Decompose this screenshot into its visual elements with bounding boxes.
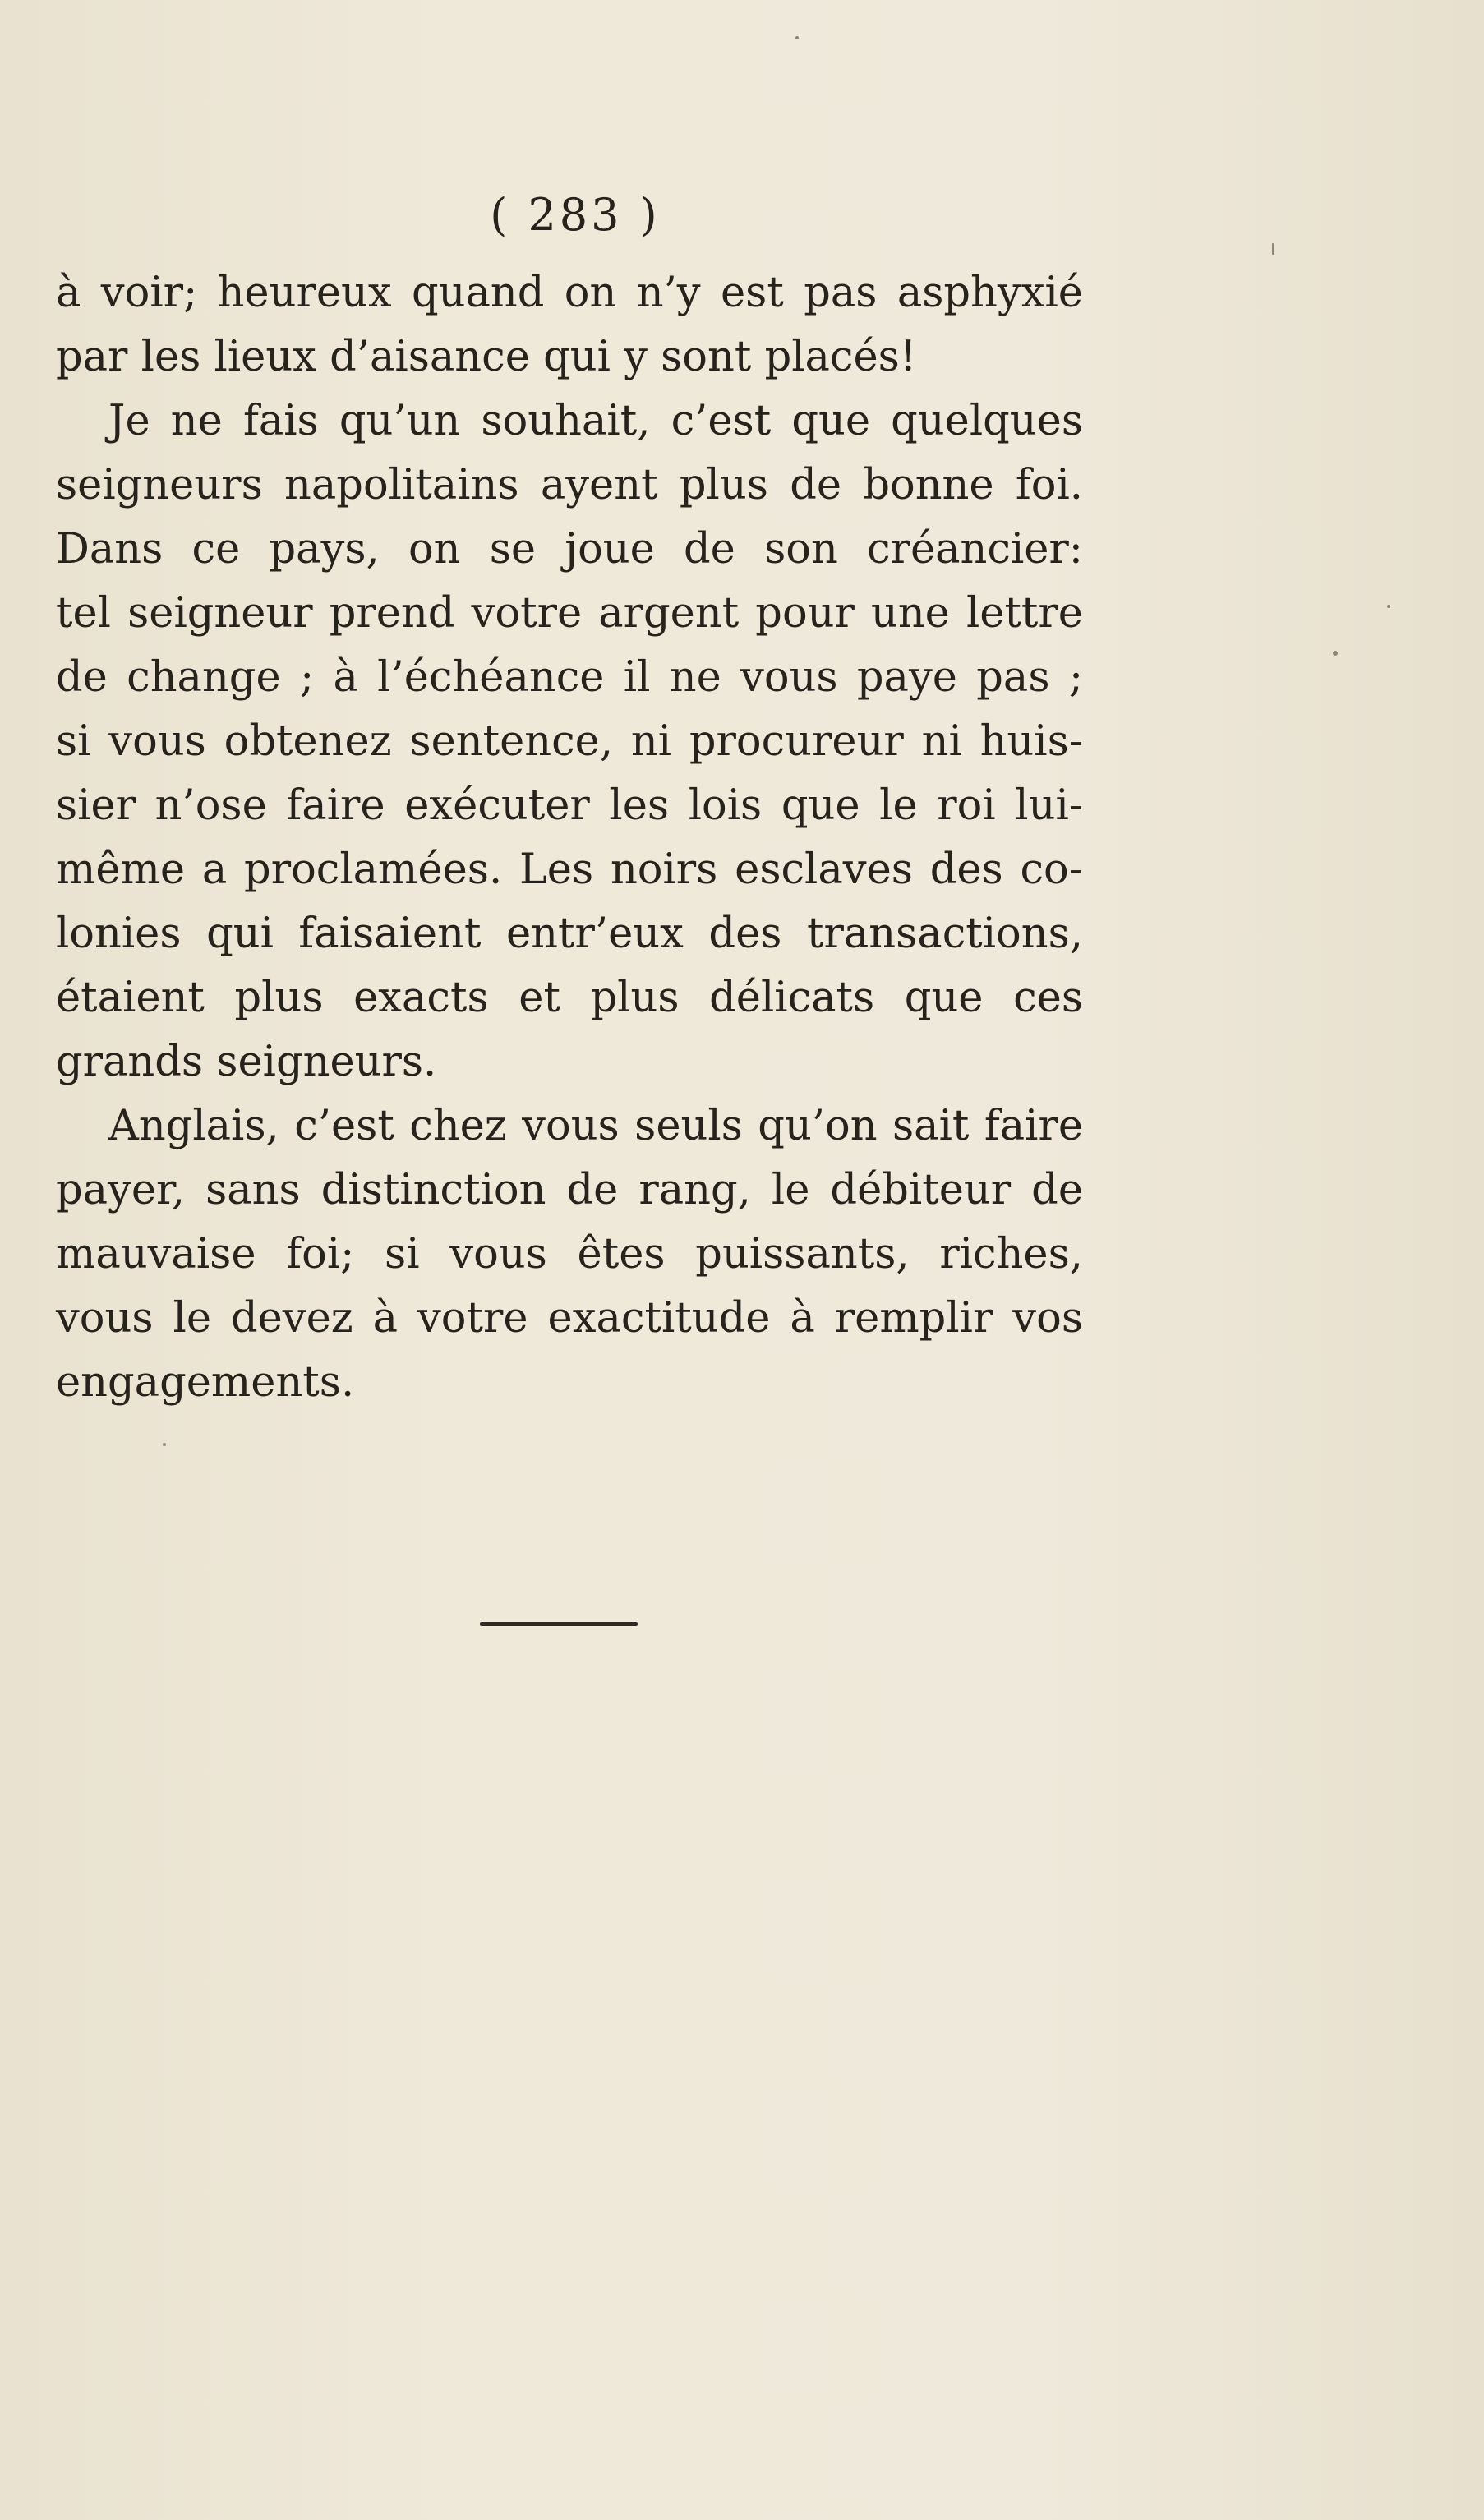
text-line: seigneurs napolitains ayent plus de bonne foi. <box>56 461 1083 509</box>
text-line: même a proclamées. Les noirs esclaves des co- <box>56 845 1083 894</box>
text-line: lonies qui faisaient entr’eux des transactions, <box>56 910 1083 958</box>
text-line: étaient plus exacts et plus délicats que ces <box>56 974 1083 1022</box>
paragraph-1 <box>56 261 1083 389</box>
text-line: payer, sans distinction de rang, le débiteur de <box>56 1166 1083 1214</box>
section-end-rule <box>480 1622 638 1626</box>
text-line: par les lieux d’aisance qui y sont placés! <box>56 333 917 381</box>
text-line: vous le devez à votre exactitude à remplir vos <box>56 1294 1083 1343</box>
paper-speck <box>795 36 799 39</box>
page-number: ( 283 ) <box>490 189 661 241</box>
text-line: grands seigneurs. <box>56 1038 437 1086</box>
text-line: engagements. <box>56 1358 355 1407</box>
paragraph-2 <box>56 389 1083 1094</box>
paper-speck <box>1272 243 1274 255</box>
text-line: tel seigneur prend votre argent pour une lettre <box>56 589 1083 638</box>
text-line: Je ne fais qu’un souhait, c’est que quelques <box>108 397 1083 445</box>
paragraph-3 <box>56 1094 1083 1415</box>
paper-speck <box>163 1443 166 1446</box>
paper-speck <box>1333 651 1338 656</box>
text-line: si vous obtenez sentence, ni procureur ni huis- <box>56 717 1083 766</box>
text-line: à voir; heureux quand on n’y est pas asphyxié <box>56 269 1083 317</box>
paper-speck <box>1387 605 1390 608</box>
text-line: Dans ce pays, on se joue de son créancier: <box>56 525 1083 574</box>
body-text <box>56 261 1083 1415</box>
text-line: mauvaise foi; si vous êtes puissants, riches, <box>56 1230 1083 1278</box>
text-line: Anglais, c’est chez vous seuls qu’on sait faire <box>108 1102 1083 1150</box>
text-line: de change ; à l’échéance il ne vous paye pas ; <box>56 653 1083 702</box>
text-line: sier n’ose faire exécuter les lois que le roi lui- <box>56 781 1083 830</box>
